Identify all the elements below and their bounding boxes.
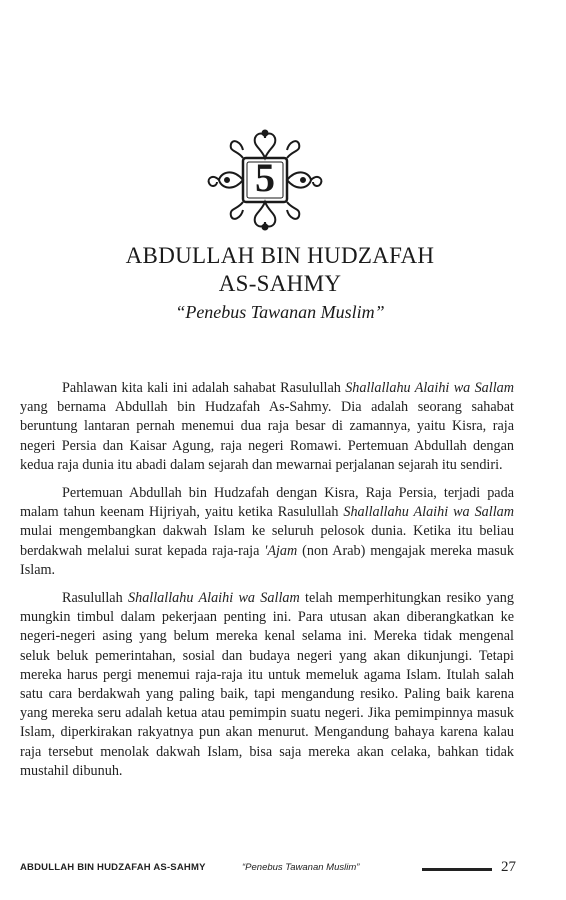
p1-italic-honorific: Shallallahu Alaihi wa Sallam xyxy=(345,380,514,396)
p1-text-a: Pahlawan kita kali ini adalah sahabat Rasulullah xyxy=(62,380,346,396)
p2-text-e: (non Arab) mengajak mereka masuk Islam. xyxy=(20,542,514,578)
chapter-title-line-1: ABDULLAH BIN HUDZAFAH xyxy=(125,243,435,268)
chapter-title-line-2: AS-SAHMY xyxy=(218,271,342,296)
p1-text-c: yang bernama Abdullah bin Hudzafah As-Sahmy. Dia adalah seorang sahabat beruntung lantaran pernah menemui dua raja besar di zamannya, yaitu Kisra, raja negeri Persia dan Kaisar Agung, raja negeri Romawi. Pertemuan Abdullah dengan kedua raja dunia itu abadi dalam sejarah dan mewarnai perjalanan sejarah itu sendiri. xyxy=(20,399,514,473)
chapter-subtitle: “Penebus Tawanan Muslim” xyxy=(175,302,385,322)
p2-italic-honorific: Shallallahu Alaihi wa Sallam xyxy=(343,504,514,521)
body-text xyxy=(20,379,514,790)
chapter-number: 5 xyxy=(255,155,275,200)
p3-italic-honorific: Shallallahu Alaihi wa Sallam xyxy=(128,590,300,607)
page-number: 27 xyxy=(501,859,516,875)
p3-text-a: Rasulullah xyxy=(62,590,128,607)
page-footer xyxy=(20,859,520,877)
paragraph-3 xyxy=(20,589,514,781)
footer-rule xyxy=(422,868,492,871)
running-subtitle: “Penebus Tawanan Muslim” xyxy=(242,862,360,873)
running-title: ABDULLAH BIN HUDZAFAH AS-SAHMY xyxy=(20,862,206,873)
paragraph-1 xyxy=(20,379,514,475)
p2-italic-ajam: 'Ajam xyxy=(264,542,298,559)
p2-text-c: mulai mengembangkan dakwah Islam ke seluruh pelosok dunia. Ketika itu beliau berdakwah melalui surat kepada raja-raja xyxy=(20,523,514,559)
paragraph-2 xyxy=(20,484,514,580)
p2-text-a: Pertemuan Abdullah bin Hudzafah dengan Kisra, Raja Persia, terjadi pada malam tahun keenam Hijriyah, yaitu ketika Rasulullah xyxy=(20,485,514,521)
p3-text-c: telah memperhitungkan resiko yang mungkin timbul dalam pekerjaan penting ini. Para utusan akan diberangkatkan ke negeri-negeri asing yang belum mereka kenal selama ini. Mereka tidak mengenal seluk beluk pemerintahan, sosial dan budaya negeri yang akan dikunjungi. Tetapi mereka harus pergi menemui raja-raja itu untuk memeluk agama Islam. Itulah salah satu cara berdakwah yang paling baik, tapi mengandung resiko. Paling baik karena yang mereka seru adalah ketua atau pemimpin suatu negeri. Jika pemimpinnya masuk Islam, diperkirakan rakyatnya pun akan menurut. Mengandung bahaya karena kalau raja tersebut menolak dakwah Islam, bisa saja mereka akan celaka, bahkan tidak mustahil dibunuh. xyxy=(20,590,514,779)
